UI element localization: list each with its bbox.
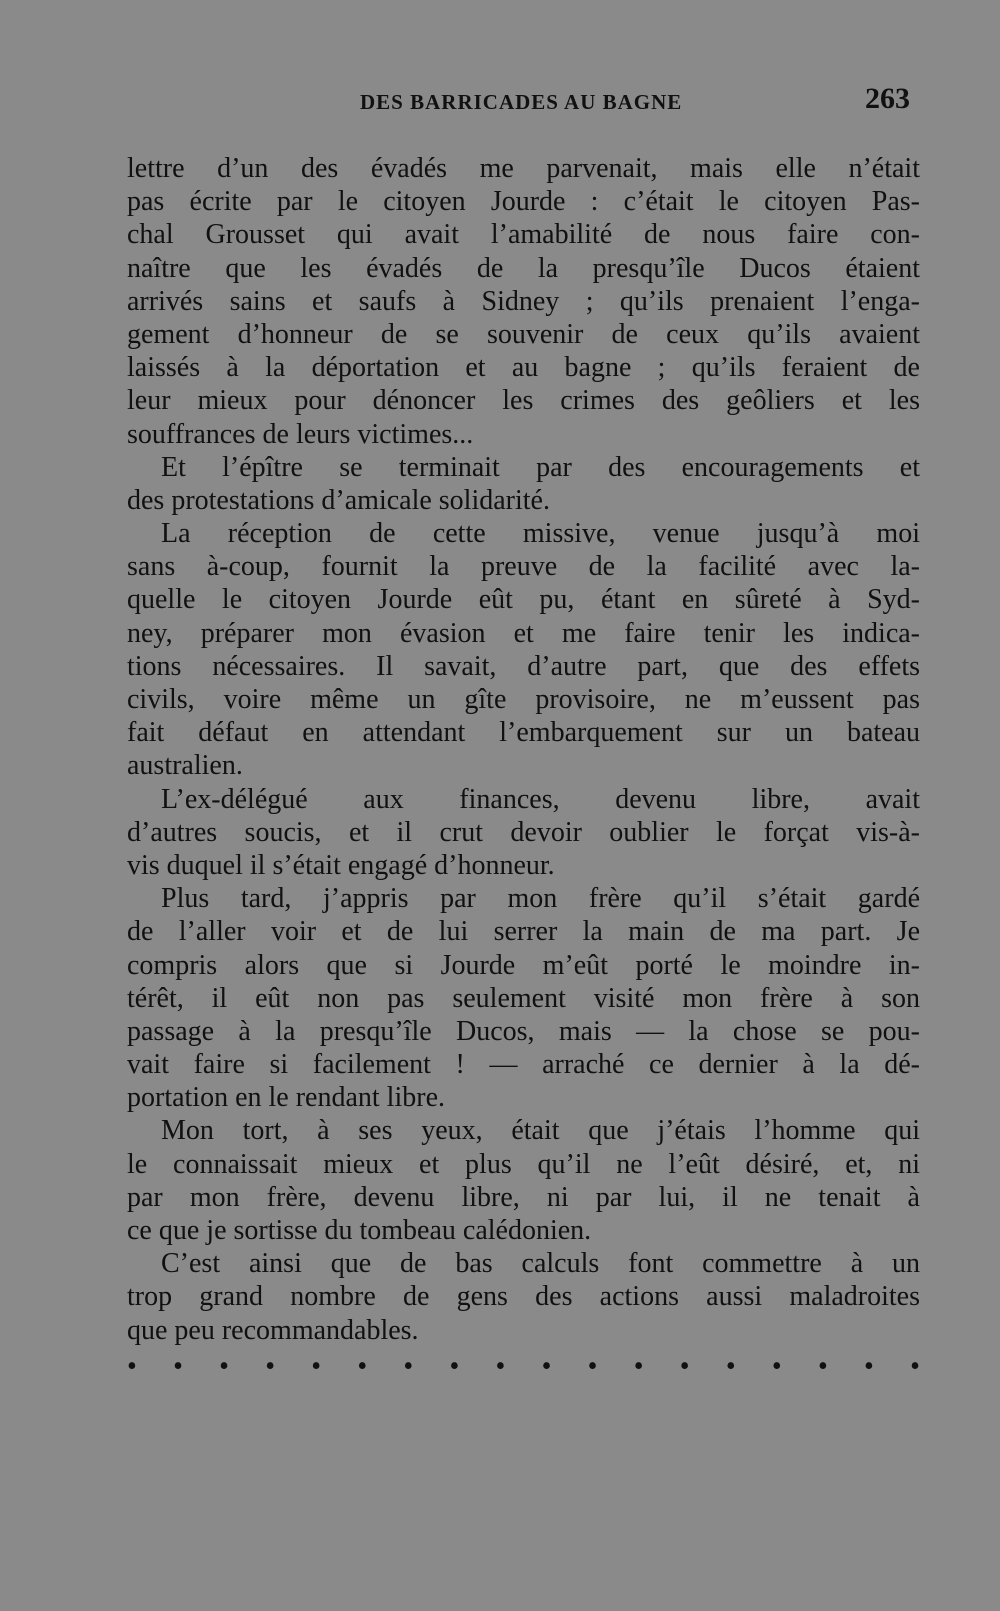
text-line: australien. [127, 750, 243, 782]
separator-dot: • [864, 1351, 874, 1382]
separator-dot: • [449, 1351, 460, 1382]
text-line: tions nécessaires. Il savait, d’autre part, que des effets [127, 650, 920, 682]
text-line: le connaissait mieux et plus qu’il ne l’eût désiré, et, ni [127, 1148, 920, 1180]
separator-dot: • [910, 1351, 920, 1382]
text-line: sans à-coup, fournit la preuve de la facilité avec la- [127, 551, 920, 583]
text-line: vis duquel il s’était engagé d’honneur. [127, 849, 555, 881]
text-line: laissés à la déportation et au bagne ; qu’ils feraient de [127, 352, 920, 384]
text-line: par mon frère, devenu libre, ni par lui, il ne tenait à [127, 1181, 920, 1213]
text-line: de l’aller voir et de lui serrer la main de ma part. Je [127, 916, 920, 948]
text-line: civils, voire même un gîte provisoire, ne m’eussent pas [127, 684, 920, 715]
text-line: vait faire si facilement ! — arraché ce dernier à la dé- [127, 1049, 920, 1081]
text-line: souffrances de leurs victimes... [127, 418, 474, 450]
text-line: compris alors que si Jourde m’eût porté le moindre in- [127, 949, 920, 981]
text-line: quelle le citoyen Jourde eût pu, étant en sûreté à Syd- [127, 584, 920, 616]
text-line: passage à la presqu’île Ducos, mais — la chose se pou- [127, 1015, 920, 1047]
text-line: gement d’honneur de se souvenir de ceux qu’ils avaient [127, 318, 920, 350]
text-line: Et l’épître se terminait par des encouragements et [161, 451, 920, 483]
text-line: portation en le rendant libre. [127, 1082, 445, 1114]
separator-dot: • [219, 1351, 229, 1382]
text-line: Mon tort, à ses yeux, était que j’étais l’homme qui [161, 1115, 920, 1147]
separator-dot: • [127, 1351, 137, 1382]
separator-dot: • [357, 1351, 368, 1382]
text-line: d’autres soucis, et il crut devoir oublier le forçat vis-à- [127, 816, 920, 848]
text-line: que peu recommandables. [127, 1314, 419, 1346]
separator-dot: • [311, 1351, 322, 1382]
separator-dot: • [403, 1351, 414, 1382]
separator-dot: • [173, 1351, 183, 1382]
separator-dot: • [587, 1351, 598, 1382]
separator-dot: • [817, 1351, 828, 1382]
text-line: chal Grousset qui avait l’amabilité de nous faire con- [127, 219, 920, 251]
separator-dot: • [633, 1351, 644, 1382]
separator-dot: • [725, 1351, 736, 1382]
separator-dot: • [265, 1351, 275, 1382]
text-line: térêt, il eût non pas seulement visité mon frère à son [127, 982, 920, 1014]
separator-dot: • [679, 1351, 690, 1382]
text-line: des protestations d’amicale solidarité. [127, 484, 550, 516]
text-line: Plus tard, j’appris par mon frère qu’il s’était gardé [161, 883, 920, 915]
running-title: DES BARRICADES AU BAGNE [360, 90, 683, 114]
text-line: C’est ainsi que de bas calculs font commettre à un [161, 1248, 920, 1280]
separator-dot: • [495, 1351, 506, 1382]
text-line: pas écrite par le citoyen Jourde : c’était le citoyen Pas- [127, 186, 920, 218]
body-text [127, 152, 920, 1347]
text-line: La réception de cette missive, venue jusqu’à moi [161, 518, 920, 550]
separator-dot: • [541, 1351, 552, 1382]
page-number: 263 [865, 82, 910, 115]
text-line: ce que je sortisse du tombeau calédonien. [127, 1215, 592, 1246]
separator-dot: • [771, 1351, 782, 1382]
text-line: fait défaut en attendant l’embarquement sur un bateau [127, 717, 920, 749]
text-line: lettre d’un des évadés me parvenait, mais elle n’était [127, 153, 920, 184]
text-line: leur mieux pour dénoncer les crimes des geôliers et les [127, 385, 920, 417]
text-line: trop grand nombre de gens des actions aussi maladroites [127, 1281, 920, 1313]
text-line: ney, préparer mon évasion et me faire tenir les indica- [127, 617, 920, 649]
text-line: L’ex-délégué aux finances, devenu libre, avait [161, 783, 920, 815]
dotted-separator [127, 1353, 920, 1381]
text-line: arrivés sains et saufs à Sidney ; qu’ils prenaient l’enga- [127, 285, 920, 317]
text-line: naître que les évadés de la presqu’île Ducos étaient [127, 252, 920, 284]
